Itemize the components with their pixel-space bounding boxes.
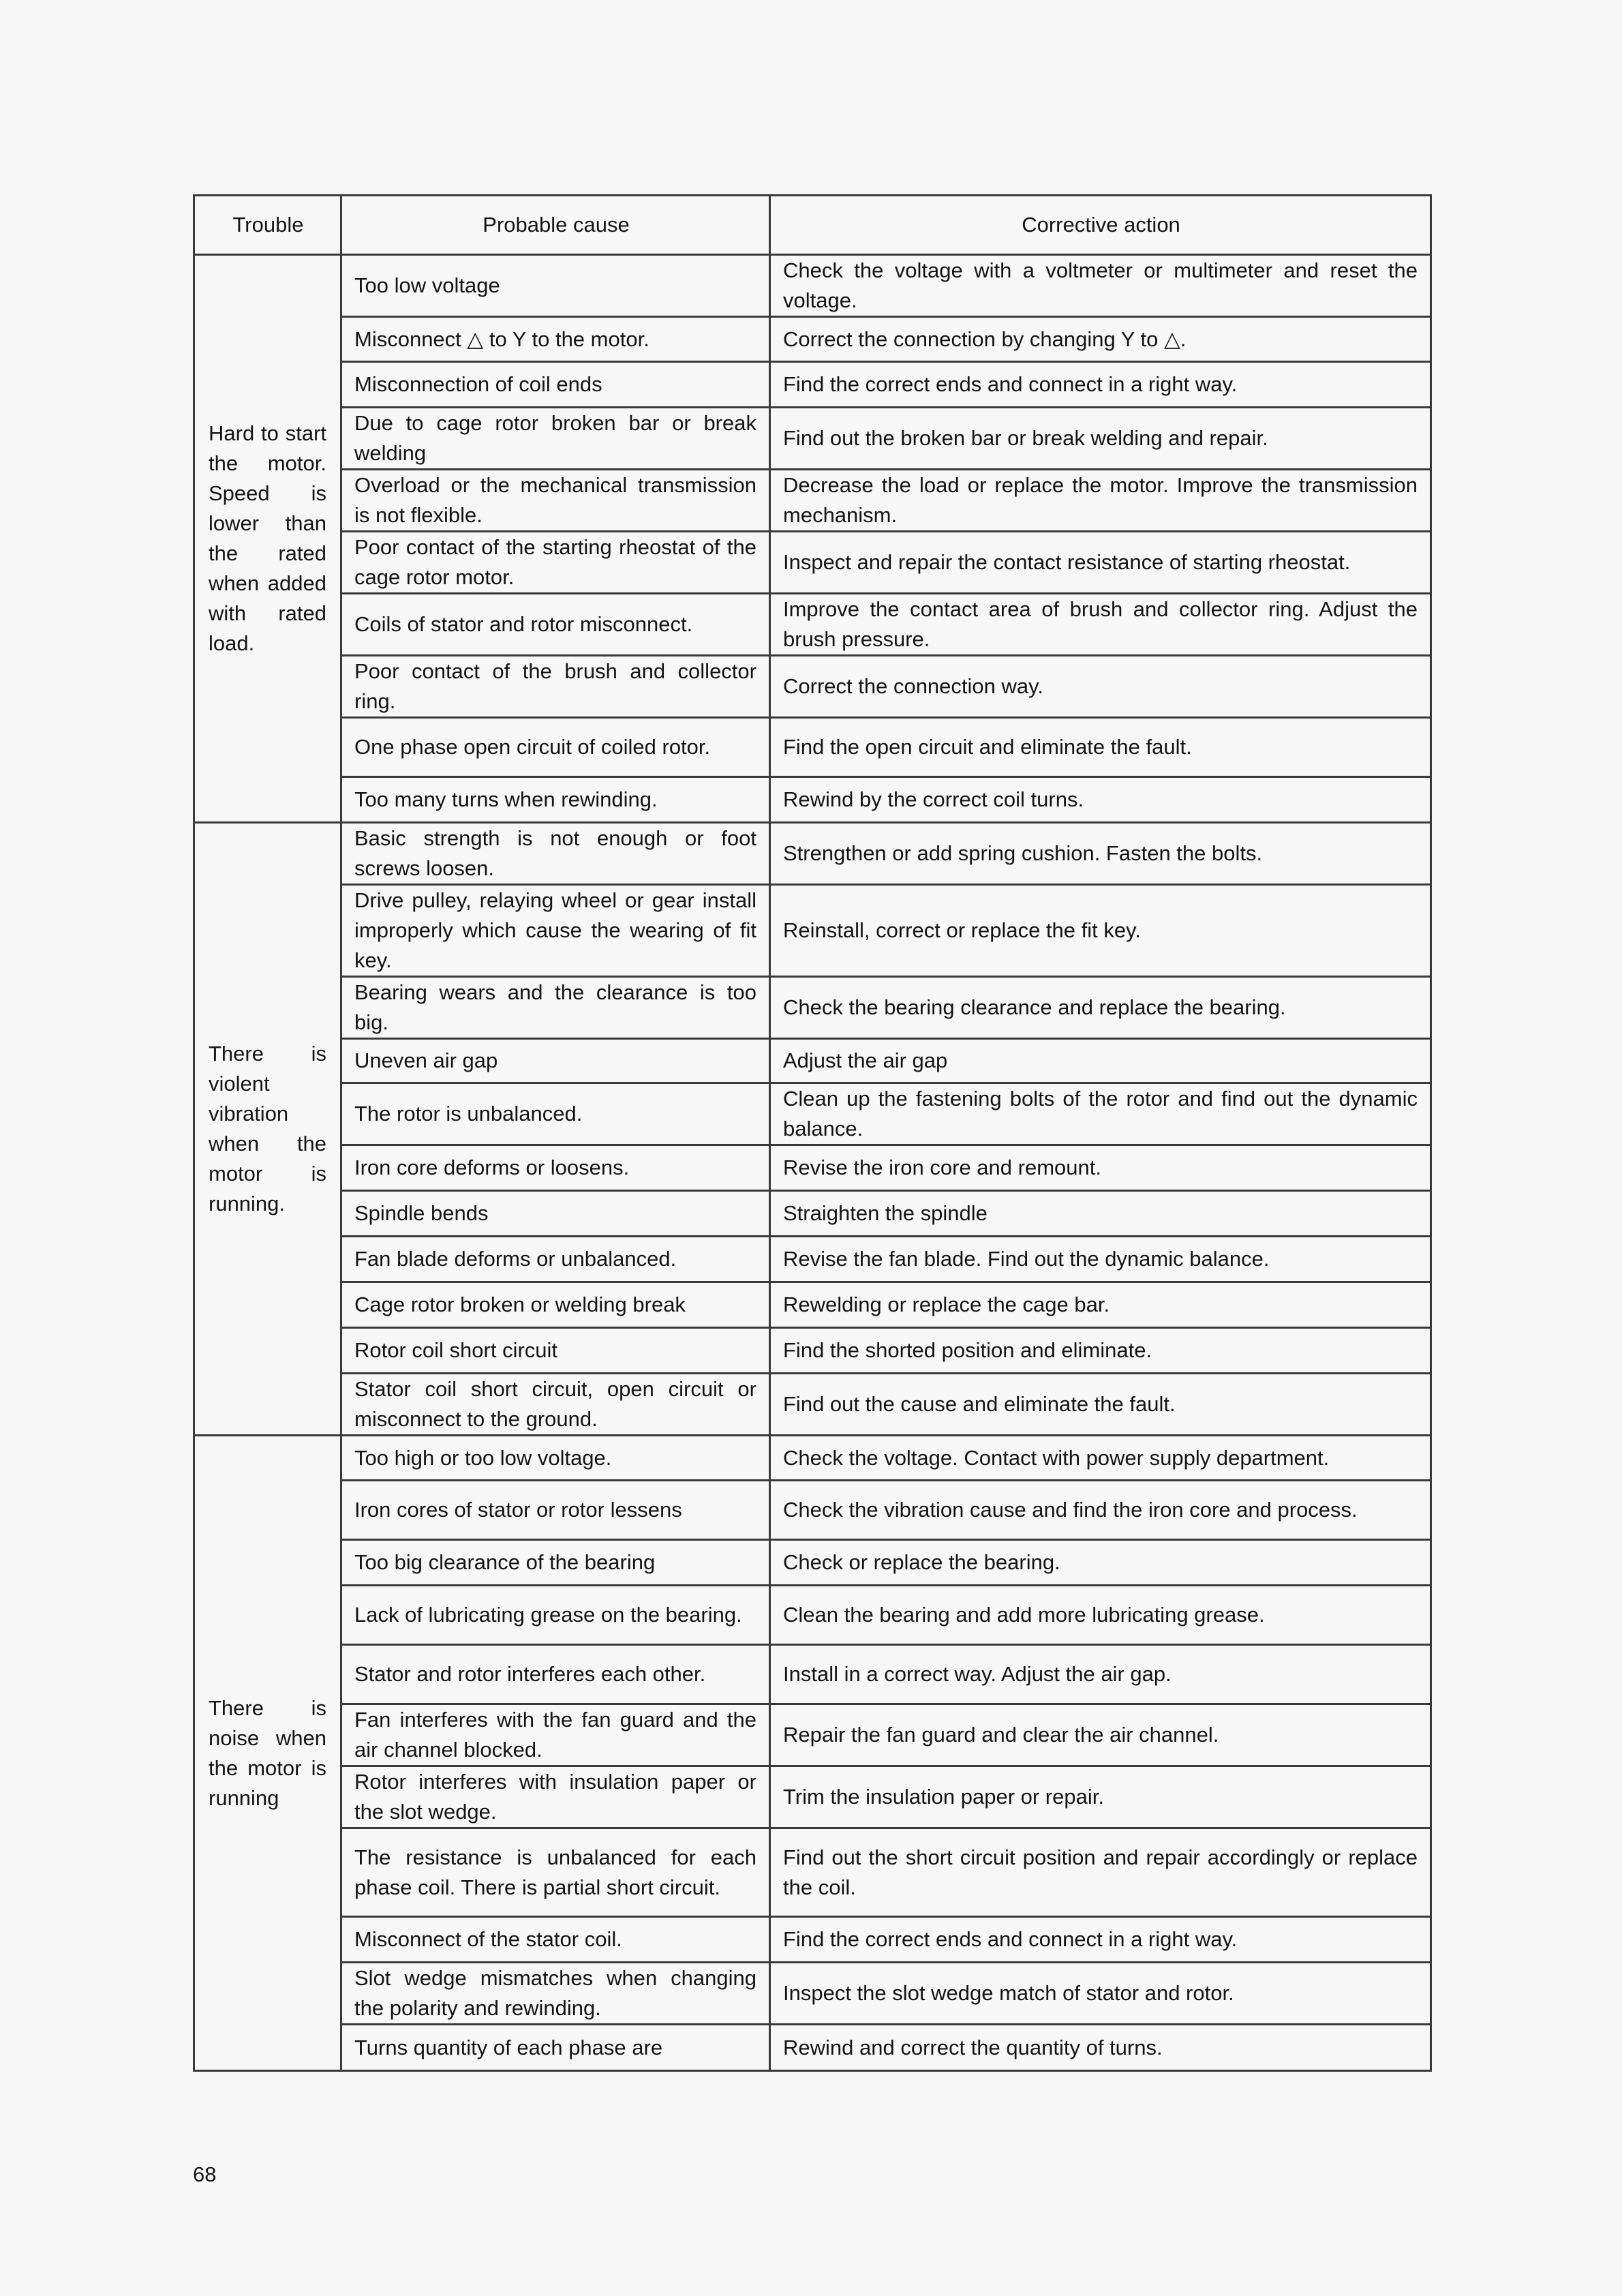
probable-cause-cell: Rotor coil short circuit bbox=[341, 1328, 770, 1374]
table-row bbox=[194, 718, 1431, 777]
corrective-action-cell: Check the bearing clearance and replace the bearing. bbox=[770, 977, 1431, 1039]
probable-cause-cell: Drive pulley, relaying wheel or gear install improperly which cause the wearing of fit key. bbox=[341, 885, 770, 977]
corrective-action-cell: Find the open circuit and eliminate the fault. bbox=[770, 718, 1431, 777]
corrective-action-cell: Clean up the fastening bolts of the rotor and find out the dynamic balance. bbox=[770, 1083, 1431, 1145]
table-row bbox=[194, 823, 1431, 885]
corrective-action-cell: Find out the cause and eliminate the fault. bbox=[770, 1374, 1431, 1436]
probable-cause-cell: Fan interferes with the fan guard and the air channel blocked. bbox=[341, 1704, 770, 1766]
header-trouble: Trouble bbox=[194, 196, 341, 255]
probable-cause-cell: Too high or too low voltage. bbox=[341, 1436, 770, 1481]
corrective-action-cell: Repair the fan guard and clear the air channel. bbox=[770, 1704, 1431, 1766]
table-row bbox=[194, 1645, 1431, 1704]
probable-cause-cell: Lack of lubricating grease on the bearing. bbox=[341, 1586, 770, 1645]
probable-cause-cell: The resistance is unbalanced for each phase coil. There is partial short circuit. bbox=[341, 1828, 770, 1917]
header-corrective-action: Corrective action bbox=[770, 196, 1431, 255]
table-row bbox=[194, 1917, 1431, 1963]
corrective-action-cell: Correct the connection way. bbox=[770, 656, 1431, 718]
table-row bbox=[194, 1704, 1431, 1766]
corrective-action-cell: Rewelding or replace the cage bar. bbox=[770, 1282, 1431, 1328]
table-row bbox=[194, 1481, 1431, 1540]
table-row bbox=[194, 1963, 1431, 2025]
table-row bbox=[194, 977, 1431, 1039]
probable-cause-cell: Too many turns when rewinding. bbox=[341, 777, 770, 823]
probable-cause-cell: Turns quantity of each phase are bbox=[341, 2025, 770, 2071]
table-row bbox=[194, 1436, 1431, 1481]
table-row bbox=[194, 532, 1431, 594]
probable-cause-cell: Misconnect △ to Y to the motor. bbox=[341, 317, 770, 362]
page-number: 68 bbox=[193, 2162, 217, 2186]
probable-cause-cell: Iron cores of stator or rotor lessens bbox=[341, 1481, 770, 1540]
corrective-action-cell: Trim the insulation paper or repair. bbox=[770, 1766, 1431, 1828]
probable-cause-cell: The rotor is unbalanced. bbox=[341, 1083, 770, 1145]
probable-cause-cell: Too big clearance of the bearing bbox=[341, 1540, 770, 1586]
table-row bbox=[194, 1328, 1431, 1374]
table-row bbox=[194, 470, 1431, 532]
probable-cause-cell: Stator coil short circuit, open circuit or misconnect to the ground. bbox=[341, 1374, 770, 1436]
table-row bbox=[194, 594, 1431, 656]
corrective-action-cell: Clean the bearing and add more lubricating grease. bbox=[770, 1586, 1431, 1645]
probable-cause-cell: Coils of stator and rotor misconnect. bbox=[341, 594, 770, 656]
probable-cause-cell: Misconnection of coil ends bbox=[341, 362, 770, 408]
probable-cause-cell: Rotor interferes with insulation paper or the slot wedge. bbox=[341, 1766, 770, 1828]
table-row bbox=[194, 1083, 1431, 1145]
table-row bbox=[194, 777, 1431, 823]
header-probable-cause: Probable cause bbox=[341, 196, 770, 255]
probable-cause-cell: Slot wedge mismatches when changing the polarity and rewinding. bbox=[341, 1963, 770, 2025]
probable-cause-cell: Bearing wears and the clearance is too big. bbox=[341, 977, 770, 1039]
corrective-action-cell: Improve the contact area of brush and collector ring. Adjust the brush pressure. bbox=[770, 594, 1431, 656]
corrective-action-cell: Find out the broken bar or break welding and repair. bbox=[770, 408, 1431, 470]
troubleshooting-table bbox=[193, 194, 1432, 2072]
corrective-action-cell: Revise the fan blade. Find out the dynamic balance. bbox=[770, 1237, 1431, 1282]
probable-cause-cell: Uneven air gap bbox=[341, 1039, 770, 1083]
table-row bbox=[194, 2025, 1431, 2071]
corrective-action-cell: Find the shorted position and eliminate. bbox=[770, 1328, 1431, 1374]
trouble-cell: There is noise when the motor is running bbox=[194, 1436, 341, 2071]
probable-cause-cell: Iron core deforms or loosens. bbox=[341, 1145, 770, 1191]
table-row bbox=[194, 317, 1431, 362]
table-row bbox=[194, 1191, 1431, 1237]
probable-cause-cell: Poor contact of the starting rheostat of the cage rotor motor. bbox=[341, 532, 770, 594]
probable-cause-cell: Poor contact of the brush and collector ring. bbox=[341, 656, 770, 718]
corrective-action-cell: Find out the short circuit position and repair accordingly or replace the coil. bbox=[770, 1828, 1431, 1917]
table-row bbox=[194, 656, 1431, 718]
table-header-row bbox=[194, 196, 1431, 255]
corrective-action-cell: Revise the iron core and remount. bbox=[770, 1145, 1431, 1191]
table-row bbox=[194, 885, 1431, 977]
probable-cause-cell: Cage rotor broken or welding break bbox=[341, 1282, 770, 1328]
trouble-cell: There is violent vibration when the motor is running. bbox=[194, 823, 341, 1436]
probable-cause-cell: Basic strength is not enough or foot screws loosen. bbox=[341, 823, 770, 885]
table-row bbox=[194, 1039, 1431, 1083]
probable-cause-cell: Due to cage rotor broken bar or break welding bbox=[341, 408, 770, 470]
corrective-action-cell: Inspect and repair the contact resistance of starting rheostat. bbox=[770, 532, 1431, 594]
corrective-action-cell: Adjust the air gap bbox=[770, 1039, 1431, 1083]
probable-cause-cell: Spindle bends bbox=[341, 1191, 770, 1237]
corrective-action-cell: Check or replace the bearing. bbox=[770, 1540, 1431, 1586]
corrective-action-cell: Correct the connection by changing Y to △. bbox=[770, 317, 1431, 362]
table-row bbox=[194, 1540, 1431, 1586]
corrective-action-cell: Straighten the spindle bbox=[770, 1191, 1431, 1237]
probable-cause-cell: Misconnect of the stator coil. bbox=[341, 1917, 770, 1963]
table-row bbox=[194, 408, 1431, 470]
table-row bbox=[194, 1766, 1431, 1828]
table-row bbox=[194, 255, 1431, 317]
corrective-action-cell: Rewind by the correct coil turns. bbox=[770, 777, 1431, 823]
corrective-action-cell: Find the correct ends and connect in a right way. bbox=[770, 1917, 1431, 1963]
corrective-action-cell: Inspect the slot wedge match of stator and rotor. bbox=[770, 1963, 1431, 2025]
corrective-action-cell: Decrease the load or replace the motor. Improve the transmission mechanism. bbox=[770, 470, 1431, 532]
table-body bbox=[194, 255, 1431, 2071]
corrective-action-cell: Reinstall, correct or replace the fit key. bbox=[770, 885, 1431, 977]
table-row bbox=[194, 1145, 1431, 1191]
table-row bbox=[194, 1828, 1431, 1917]
probable-cause-cell: Too low voltage bbox=[341, 255, 770, 317]
probable-cause-cell: Overload or the mechanical transmission is not flexible. bbox=[341, 470, 770, 532]
table-row bbox=[194, 362, 1431, 408]
probable-cause-cell: One phase open circuit of coiled rotor. bbox=[341, 718, 770, 777]
probable-cause-cell: Stator and rotor interferes each other. bbox=[341, 1645, 770, 1704]
corrective-action-cell: Strengthen or add spring cushion. Fasten the bolts. bbox=[770, 823, 1431, 885]
probable-cause-cell: Fan blade deforms or unbalanced. bbox=[341, 1237, 770, 1282]
trouble-cell: Hard to start the motor. Speed is lower than the rated when added with rated load. bbox=[194, 255, 341, 823]
corrective-action-cell: Check the voltage with a voltmeter or multimeter and reset the voltage. bbox=[770, 255, 1431, 317]
table-row bbox=[194, 1282, 1431, 1328]
corrective-action-cell: Install in a correct way. Adjust the air gap. bbox=[770, 1645, 1431, 1704]
corrective-action-cell: Check the voltage. Contact with power supply department. bbox=[770, 1436, 1431, 1481]
table-row bbox=[194, 1374, 1431, 1436]
corrective-action-cell: Check the vibration cause and find the iron core and process. bbox=[770, 1481, 1431, 1540]
corrective-action-cell: Find the correct ends and connect in a right way. bbox=[770, 362, 1431, 408]
table-row bbox=[194, 1586, 1431, 1645]
corrective-action-cell: Rewind and correct the quantity of turns. bbox=[770, 2025, 1431, 2071]
table-row bbox=[194, 1237, 1431, 1282]
